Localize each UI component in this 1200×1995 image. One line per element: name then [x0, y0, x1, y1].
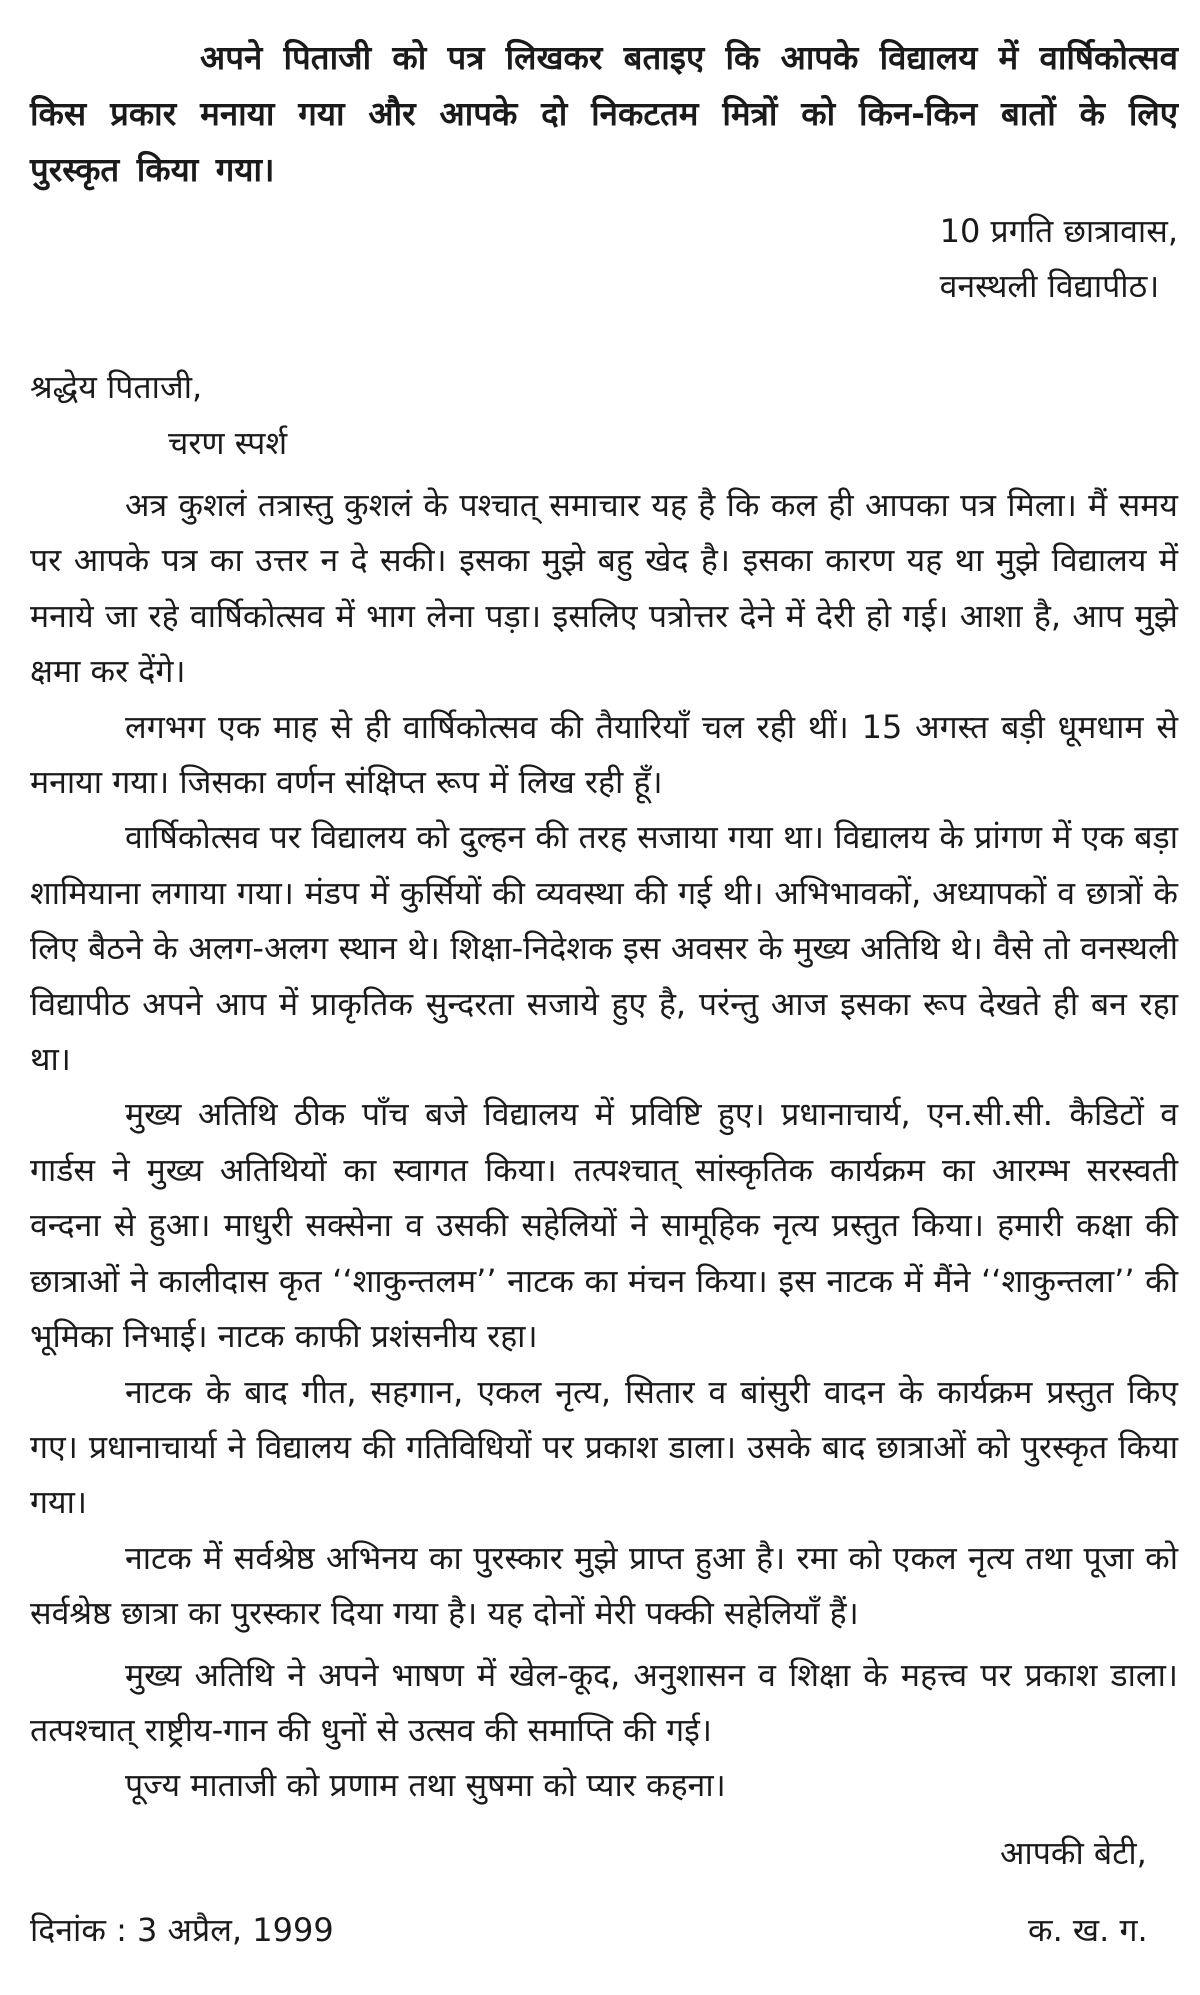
address-line-2: वनस्थली विद्यापीठ। [939, 267, 1160, 305]
paragraph-4: मुख्य अतिथि ठीक पाँच बजे विद्यालय में प्रविष्टि हुए। प्रधानाचार्य, एन.सी.सी. कैडिटों व गार्डस ने मुख्य अतिथियों का स्वागत किया। तत्पश्चात् सांस्कृतिक कार्यक्रम का आरम्भ सरस्वती वन्दना से हुआ। माधुरी सक्सेना व उसकी सहेलियों ने सामूहिक नृत्य प्रस्तुत किया। हमारी कक्षा की छात्राओं ने कालीदास कृत ‘‘शाकुन्तलम’’ नाटक का मंचन किया। इस नाटक में मैंने ‘‘शाकुन्तला’’ की भूमिका निभाई। नाटक काफी प्रशंसनीय रहा। [30, 1095, 1178, 1356]
greeting: चरण स्पर्श [168, 424, 288, 462]
salutation: श्रद्धेय पिताजी, [30, 368, 203, 406]
question-prompt: अपने पिताजी को पत्र लिखकर बताइए कि आपके विद्यालय में वार्षिकोत्सव किस प्रकार मनाया गया और आपके दो निकटतम मित्रों को किन-किन बातों के लिए पुरस्कृत किया गया। [30, 38, 1178, 189]
letter-date: दिनांक : 3 अप्रैल, 1999 [30, 1911, 334, 1949]
paragraph-7: मुख्य अतिथि ने अपने भाषण में खेल-कूद, अनुशासन व शिक्षा के महत्त्व पर प्रकाश डाला। तत्पश्चात् राष्ट्रीय-गान की धुनों से उत्सव की समाप्ति की गई। [30, 1655, 1178, 1749]
paragraph-5: नाटक के बाद गीत, सहगान, एकल नृत्य, सितार व बांसुरी वादन के कार्यक्रम प्रस्तुत किए गए। प्रधानाचार्या ने विद्यालय की गतिविधियों पर प्रकाश डाला। उसके बाद छात्राओं को पुरस्कृत किया गया। [30, 1372, 1178, 1522]
signature: क. ख. ग. [1028, 1911, 1148, 1949]
letter-body [30, 478, 1178, 1814]
signoff: आपकी बेटी, [1000, 1834, 1147, 1872]
paragraph-8: पूज्य माताजी को प्रणाम तथा सुषमा को प्यार कहना। [125, 1766, 726, 1805]
paragraph-1: अत्र कुशलं तत्रास्तु कुशलं के पश्चात् समाचार यह है कि कल ही आपका पत्र मिला। मैं समय पर आपके पत्र का उत्तर न दे सकी। इसका मुझे बहु खेद है। इसका कारण यह था मुझे विद्यालय में मनाये जा रहे वार्षिकोत्सव में भाग लेना पड़ा। इसलिए पत्रोत्तर देने में देरी हो गई। आशा है, आप मुझे क्षमा कर देंगे। [30, 486, 1178, 691]
sender-address [940, 204, 1178, 314]
paragraph-6: नाटक में सर्वश्रेष्ठ अभिनय का पुरस्कार मुझे प्राप्त हुआ है। रमा को एकल नृत्य तथा पूजा को सर्वश्रेष्ठ छात्रा का पुरस्कार दिया गया है। यह दोनों मेरी पक्की सहेलियाँ हैं। [30, 1538, 1178, 1633]
paragraph-2: लगभग एक माह से ही वार्षिकोत्सव की तैयारियाँ चल रही थीं। 15 अगस्त बड़ी धूमधाम से मनाया गया। जिसका वर्णन संक्षिप्त रूप में लिख रही हूँ। [30, 707, 1178, 802]
paragraph-3: वार्षिकोत्सव पर विद्यालय को दुल्हन की तरह सजाया गया था। विद्यालय के प्रांगण में एक बड़ा शामियाना लगाया गया। मंडप में कुर्सियों की व्यवस्था की गई थी। अभिभावकों, अध्यापकों व छात्रों के लिए बैठने के अलग-अलग स्थान थे। शिक्षा-निदेशक इस अवसर के मुख्य अतिथि थे। वैसे तो वनस्थली विद्यापीठ अपने आप में प्राकृतिक सुन्दरता सजाये हुए है, परंन्तु आज इसका रूप देखते ही बन रहा था। [30, 818, 1178, 1079]
address-line-1: 10 प्रगति छात्रावास, [939, 212, 1178, 250]
